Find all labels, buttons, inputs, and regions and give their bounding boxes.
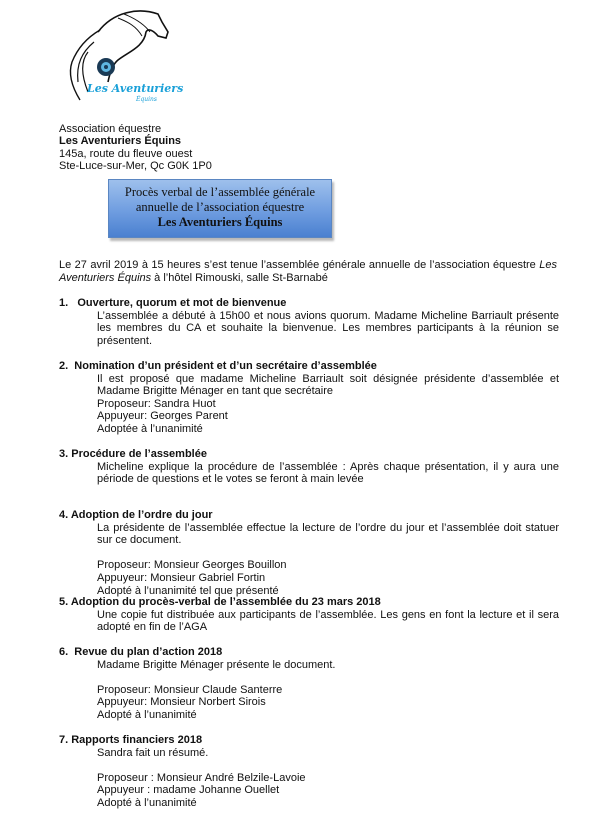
section-title: 3. Procédure de l’assemblée bbox=[59, 448, 207, 460]
document-title-box bbox=[108, 179, 332, 238]
title-line3: Les Aventuriers Équins bbox=[157, 215, 283, 229]
section-body bbox=[97, 747, 559, 810]
section-body bbox=[97, 609, 559, 634]
section-line: Adopté à l’unanimité tel que présenté bbox=[97, 584, 279, 597]
section-line bbox=[97, 759, 559, 772]
section-line: Appuyeur: Monsieur Norbert Sirois bbox=[97, 696, 266, 709]
section-line: Proposeur: Monsieur Georges Bouillon bbox=[97, 559, 287, 572]
section-title: 7. Rapports financiers 2018 bbox=[59, 734, 203, 746]
section-line: Sandra fait un résumé. bbox=[97, 746, 209, 759]
section-title: 1. Ouverture, quorum et mot de bienvenue bbox=[59, 297, 287, 309]
section-title: 6. Revue du plan d’action 2018 bbox=[59, 646, 223, 658]
section-line: Proposeur: Sandra Huot bbox=[97, 397, 216, 410]
intro-text: Le 27 avril 2019 à 15 heures s’est tenue l’assemblée générale annuelle de l’association équestre bbox=[59, 259, 540, 271]
section-line: L’assemblée a débuté à 15h00 et nous avions quorum. Madame Micheline Barriault présente les membres du CA et souhaite la bienvenue. Les membres participants à la réunion se présentent. bbox=[97, 309, 559, 347]
section-line: Adoptée à l’unanimité bbox=[97, 422, 203, 435]
logo-subtext: Équins bbox=[136, 96, 157, 103]
title-line2: annuelle de l’association équestre bbox=[135, 200, 305, 214]
intro-paragraph bbox=[59, 259, 557, 285]
section-body bbox=[97, 659, 559, 722]
section-title: 4. Adoption de l’ordre du jour bbox=[59, 509, 213, 521]
logo-text: Les Aventuriers bbox=[87, 82, 184, 95]
agenda-section bbox=[59, 734, 559, 810]
agenda-section bbox=[59, 448, 559, 486]
section-line: Madame Brigitte Ménager présente le document. bbox=[97, 658, 336, 671]
intro-italic: Les Aventuriers Équins bbox=[59, 259, 557, 284]
section-line: Appuyeur: Georges Parent bbox=[97, 410, 228, 423]
section-line: Micheline explique la procédure de l’assemblée : Après chaque présentation, il y aura une période de questions et le votes se feront à main levée bbox=[97, 460, 559, 486]
section-line: Il est proposé que madame Micheline Barriault soit désignée présidente d’assemblée et Madame Brigitte Ménager en tant que secrétaire bbox=[97, 372, 559, 398]
agenda-section bbox=[59, 297, 559, 347]
section-line: La présidente de l’assemblée effectue la lecture de l’ordre du jour et l’assemblée doit statuer sur ce document. bbox=[97, 521, 559, 547]
title-line1: Procès verbal de l’assemblée générale bbox=[124, 185, 316, 199]
section-body bbox=[97, 373, 559, 436]
section-line: Adopté à l’unanimité bbox=[97, 796, 197, 809]
section-line: Une copie fut distribuée aux participants de l’assemblée. Les gens en font la lecture et il sera adopté en fin de l’AGA bbox=[97, 608, 559, 634]
section-line bbox=[97, 547, 559, 560]
section-body bbox=[97, 461, 559, 486]
agenda-section bbox=[59, 360, 559, 436]
section-title: 2. Nomination d’un président et d’un secrétaire d’assemblée bbox=[59, 360, 377, 372]
section-body bbox=[97, 310, 559, 348]
section-body bbox=[97, 522, 559, 598]
org-name: Les Aventuriers Équins bbox=[59, 135, 182, 148]
section-line: Adopté à l’unanimité bbox=[97, 708, 197, 721]
agenda-section bbox=[59, 509, 559, 597]
section-line: Appuyeur: Monsieur Gabriel Fortin bbox=[97, 571, 266, 584]
organization-header bbox=[59, 123, 212, 173]
section-line: Proposeur : Monsieur André Belzile-Lavoie bbox=[97, 771, 306, 784]
section-line bbox=[97, 671, 559, 684]
section-title: 5. Adoption du procès-verbal de l’assemblée du 23 mars 2018 bbox=[59, 596, 381, 608]
intro-text-end: à l’hôtel Rimouski, salle St-Barnabé bbox=[151, 272, 328, 284]
org-address-line1: 145a, route du fleuve ouest bbox=[59, 147, 193, 160]
section-line: Proposeur: Monsieur Claude Santerre bbox=[97, 683, 283, 696]
section-line: Appuyeur : madame Johanne Ouellet bbox=[97, 784, 280, 797]
agenda-section bbox=[59, 646, 559, 722]
agenda-section bbox=[59, 596, 559, 634]
org-address-line2: Ste-Luce-sur-Mer, Qc G0K 1P0 bbox=[59, 160, 212, 173]
org-type: Association équestre bbox=[59, 123, 162, 135]
